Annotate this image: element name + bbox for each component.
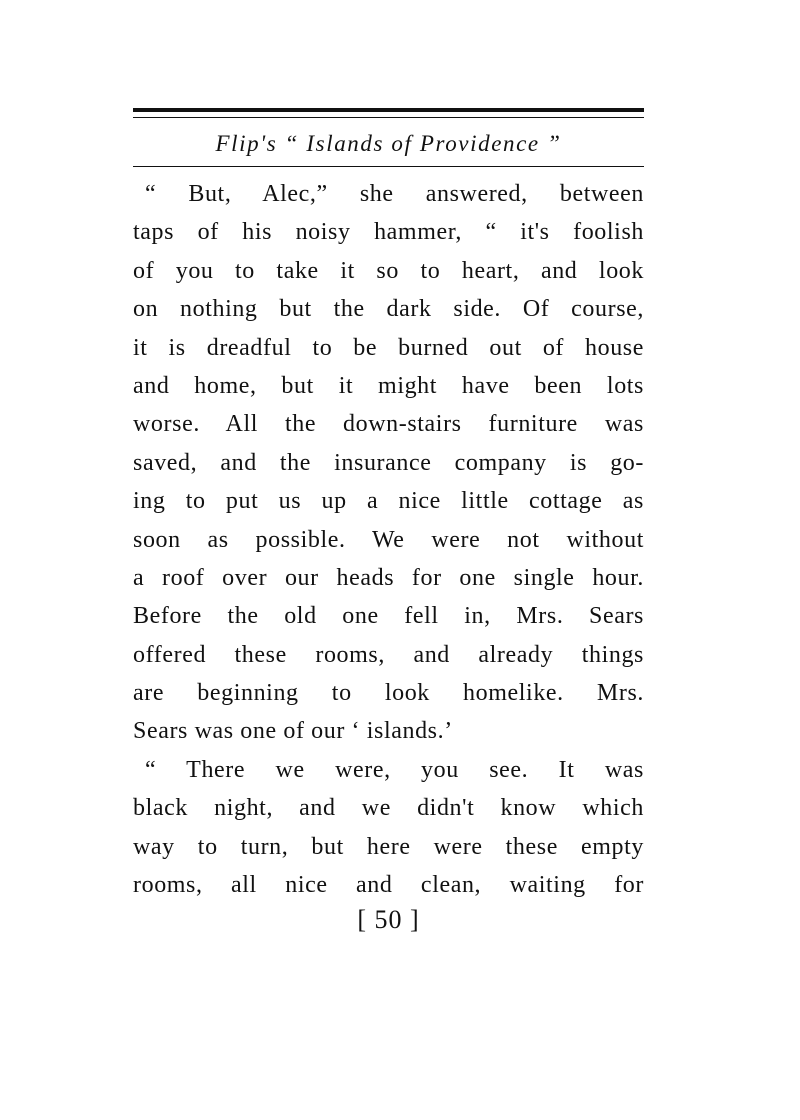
text-line: of you to take it so to heart, and look bbox=[133, 257, 644, 284]
text-line: on nothing but the dark side. Of course, bbox=[133, 296, 644, 323]
page-number: [ 50 ] bbox=[357, 905, 420, 934]
header-rule-thin bbox=[133, 117, 644, 118]
text-line: black night, and we didn't know which bbox=[133, 795, 644, 822]
text-line: rooms, all nice and clean, waiting for bbox=[133, 872, 644, 899]
text-line: “ There we were, you see. It was bbox=[145, 756, 644, 783]
text-line: offered these rooms, and already things bbox=[133, 641, 644, 668]
text-line: taps of his noisy hammer, “ it's foolish bbox=[133, 219, 644, 246]
page-body bbox=[133, 175, 644, 904]
header-rule-thick bbox=[133, 108, 644, 112]
text-line: saved, and the insurance company is go- bbox=[133, 449, 644, 476]
text-line: Sears was one of our ‘ islands.’ bbox=[133, 718, 453, 745]
text-line: worse. All the down-stairs furniture was bbox=[133, 411, 644, 438]
text-line: soon as possible. We were not without bbox=[133, 526, 644, 553]
text-line: way to turn, but here were these empty bbox=[133, 833, 644, 860]
header-rule-bottom bbox=[133, 166, 644, 167]
text-line: ing to put us up a nice little cottage as bbox=[133, 488, 644, 515]
running-head: Flip's “ Islands of Providence ” bbox=[215, 131, 562, 156]
text-line: a roof over our heads for one single hour. bbox=[133, 564, 644, 591]
text-line: “ But, Alec,” she answered, between bbox=[145, 181, 644, 207]
text-line: are beginning to look homelike. Mrs. bbox=[133, 680, 644, 707]
text-line: Before the old one fell in, Mrs. Sears bbox=[133, 603, 644, 630]
text-line: it is dreadful to be burned out of house bbox=[133, 334, 644, 361]
text-line: and home, but it might have been lots bbox=[133, 372, 644, 399]
